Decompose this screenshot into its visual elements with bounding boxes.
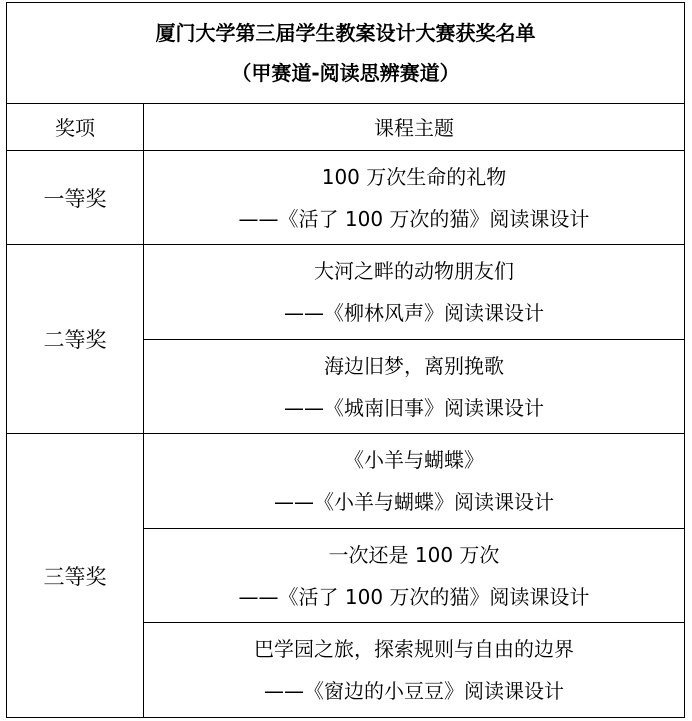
entry-subtitle: ——《柳林风声》阅读课设计 [284, 301, 544, 326]
entry-topic: 大河之畔的动物朋友们 [314, 259, 514, 284]
entry-cell [144, 623, 685, 718]
award-third: 三等奖 [7, 434, 144, 718]
entry-subtitle: ——《活了 100 万次的猫》阅读课设计 [238, 584, 590, 609]
header-award: 奖项 [7, 103, 144, 150]
entry-subtitle: ——《城南旧事》阅读课设计 [284, 395, 544, 420]
entry-cell [144, 245, 685, 340]
entry-cell [144, 528, 685, 623]
header-row [7, 103, 685, 150]
table-title: 厦门大学第三届学生教案设计大赛获奖名单 [155, 20, 536, 45]
table-row [7, 150, 685, 245]
entry-topic: 海边旧梦，离别挽歌 [324, 353, 504, 378]
table-row [7, 245, 685, 340]
entry-cell [144, 434, 685, 529]
award-table [6, 2, 685, 718]
entry-subtitle: ——《活了 100 万次的猫》阅读课设计 [238, 206, 590, 231]
entry-topic: 一次还是 100 万次 [328, 542, 500, 567]
table-row [7, 434, 685, 529]
award-first: 一等奖 [7, 150, 144, 245]
entry-subtitle: ——《小羊与蝴蝶》阅读课设计 [274, 490, 554, 515]
entry-topic: 100 万次生命的礼物 [321, 164, 507, 189]
entry-topic: 《小羊与蝴蝶》 [344, 448, 484, 473]
entry-cell [144, 339, 685, 434]
award-second: 二等奖 [7, 245, 144, 434]
title-row [7, 3, 685, 104]
entry-cell [144, 150, 685, 245]
entry-topic: 巴学园之旅，探索规则与自由的边界 [254, 637, 574, 662]
entry-subtitle: ——《窗边的小豆豆》阅读课设计 [264, 679, 564, 704]
header-topic: 课程主题 [144, 103, 685, 150]
table-subtitle: （甲赛道-阅读思辨赛道） [231, 60, 460, 85]
title-cell [7, 3, 685, 104]
